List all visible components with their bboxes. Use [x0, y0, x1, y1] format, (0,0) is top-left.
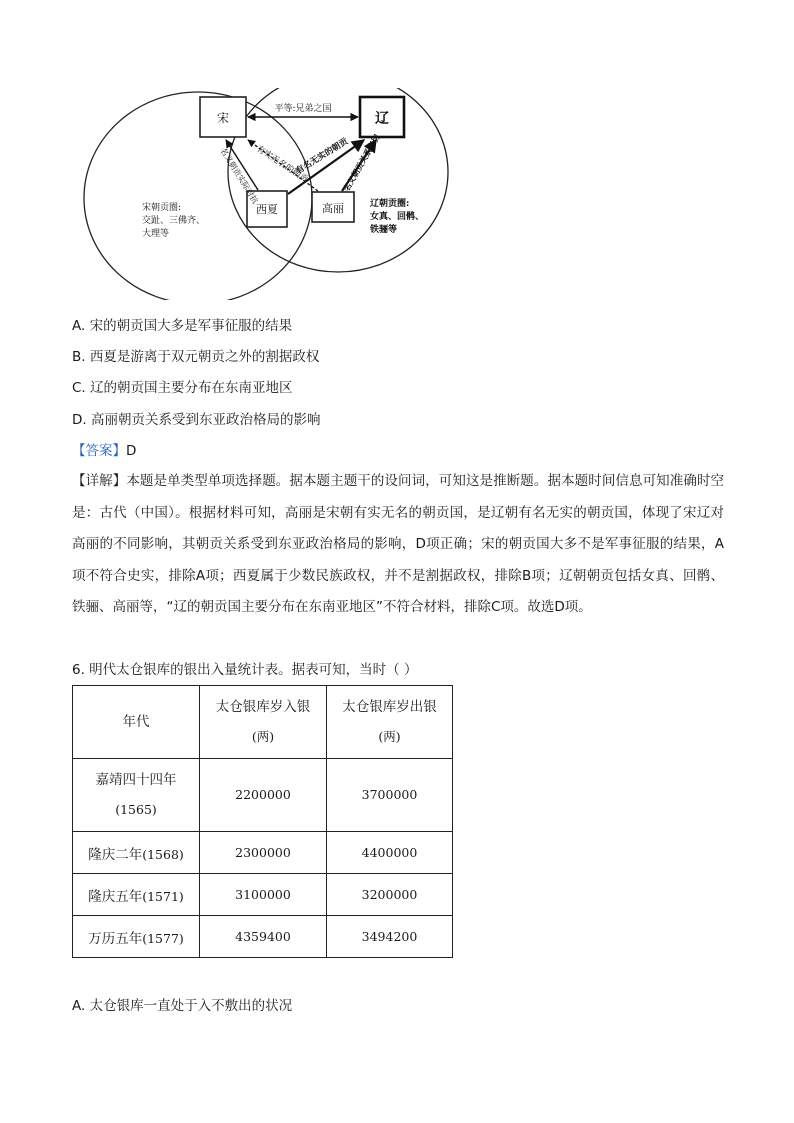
income-cell: 2300000	[200, 832, 327, 874]
header-income-line1: 太仓银库岁入银	[215, 699, 311, 715]
income-cell: 4359400	[200, 916, 327, 958]
liao-tribute-title: 辽朝贡圈:	[370, 199, 410, 209]
income-cell: 3100000	[200, 874, 327, 916]
expense-cell: 4400000	[327, 832, 453, 874]
expense-cell: 3200000	[327, 874, 453, 916]
era-name: 隆庆五年	[88, 888, 143, 905]
header-expense-line1: 太仓银库岁出银	[342, 699, 437, 715]
answer-label: 【答案】	[72, 443, 126, 459]
answer-value: D	[126, 443, 137, 459]
header-expense	[327, 686, 453, 759]
q6-option-a: A. 太仓银库一直处于入不敷出的状况	[72, 998, 293, 1014]
liao-tribute-line1: 女真、回鹘、	[370, 212, 425, 222]
expense-cell: 3700000	[327, 759, 453, 832]
header-income-unit: (两)	[251, 729, 275, 744]
q5-option-a: A. 宋的朝贡国大多是军事征服的结果	[72, 318, 293, 334]
goryeo-song-relation-label: 有实无名的朝贡	[254, 144, 310, 185]
liao-tribute-line2: 铁骊等	[370, 225, 398, 235]
era-cell	[73, 874, 200, 916]
silver-table	[72, 685, 453, 958]
tribute-diagram	[80, 88, 458, 300]
table-row	[73, 832, 453, 874]
goryeo-liao-relation-label: 有名无实的朝贡	[294, 136, 351, 177]
q5-option-b: B. 西夏是游离于双元朝贡之外的割据政权	[72, 349, 320, 365]
q6-stem: 6. 明代太仓银库的银出入量统计表。据表可知，当时（ ）	[72, 662, 418, 678]
era-name: 隆庆二年	[88, 846, 143, 863]
era-cell	[73, 916, 200, 958]
xixia-label: 西夏	[256, 203, 278, 216]
table-row	[73, 759, 453, 832]
era-name: 嘉靖四十四年	[95, 772, 177, 788]
header-income	[200, 686, 327, 759]
xixia-song-relation-label: 名义朝贡实际对抗	[218, 146, 260, 206]
song-tribute-line1: 交趾、三佛齐、	[142, 216, 206, 226]
song-liao-relation-label: 平等:兄弟之国	[274, 104, 332, 114]
era-cell	[73, 832, 200, 874]
answer-line	[72, 441, 136, 461]
era-year: (1568)	[142, 846, 184, 862]
era-year: (1571)	[142, 888, 184, 904]
expense-cell: 3494200	[327, 916, 453, 958]
q5-option-d: D. 高丽朝贡关系受到东亚政治格局的影响	[72, 412, 321, 428]
explanation-label: 【详解】	[72, 473, 127, 489]
income-cell: 2200000	[200, 759, 327, 832]
goryeo-label: 高丽	[322, 202, 344, 215]
explanation-paragraph	[72, 466, 724, 624]
table-row	[73, 874, 453, 916]
liao-label: 辽	[375, 111, 389, 127]
song-tribute-title: 宋朝贡圈:	[142, 203, 182, 213]
era-cell	[73, 759, 200, 832]
song-tribute-line2: 大理等	[142, 229, 170, 239]
xixia-liao-relation-label: 名义朝贡关系密切	[341, 132, 382, 193]
song-label: 宋	[216, 111, 230, 125]
era-year: (1565)	[115, 802, 157, 817]
q5-option-c: C. 辽的朝贡国主要分布在东南亚地区	[72, 380, 293, 396]
header-expense-unit: (两)	[378, 729, 401, 744]
explanation-text: 本题是单类型单项选择题。据本题主题干的设问词，可知这是推断题。据本题时间信息可知准确时空是：古代（中国）。根据材料可知，高丽是宋朝有实无名的朝贡国，是辽朝有名无实的朝贡国，体现了宋辽对高丽的不同影响，其朝贡关系受到东亚政治格局的影响，D项正确；宋的朝贡国大多不是军事征服的结果，A项不符合史实，排除A项；西夏属于少数民族政权，并不是割据政权，排除B项；辽朝朝贡包括女真、回鹘、铁骊、高丽等，“辽的朝贡国主要分布在东南亚地区”不符合材料，排除C项。故选D项。	[72, 473, 725, 615]
header-era: 年代	[73, 686, 200, 759]
liao-tribute-circle	[228, 88, 448, 272]
table-row	[73, 916, 453, 958]
era-year: (1577)	[142, 930, 184, 946]
era-name: 万历五年	[88, 930, 143, 947]
